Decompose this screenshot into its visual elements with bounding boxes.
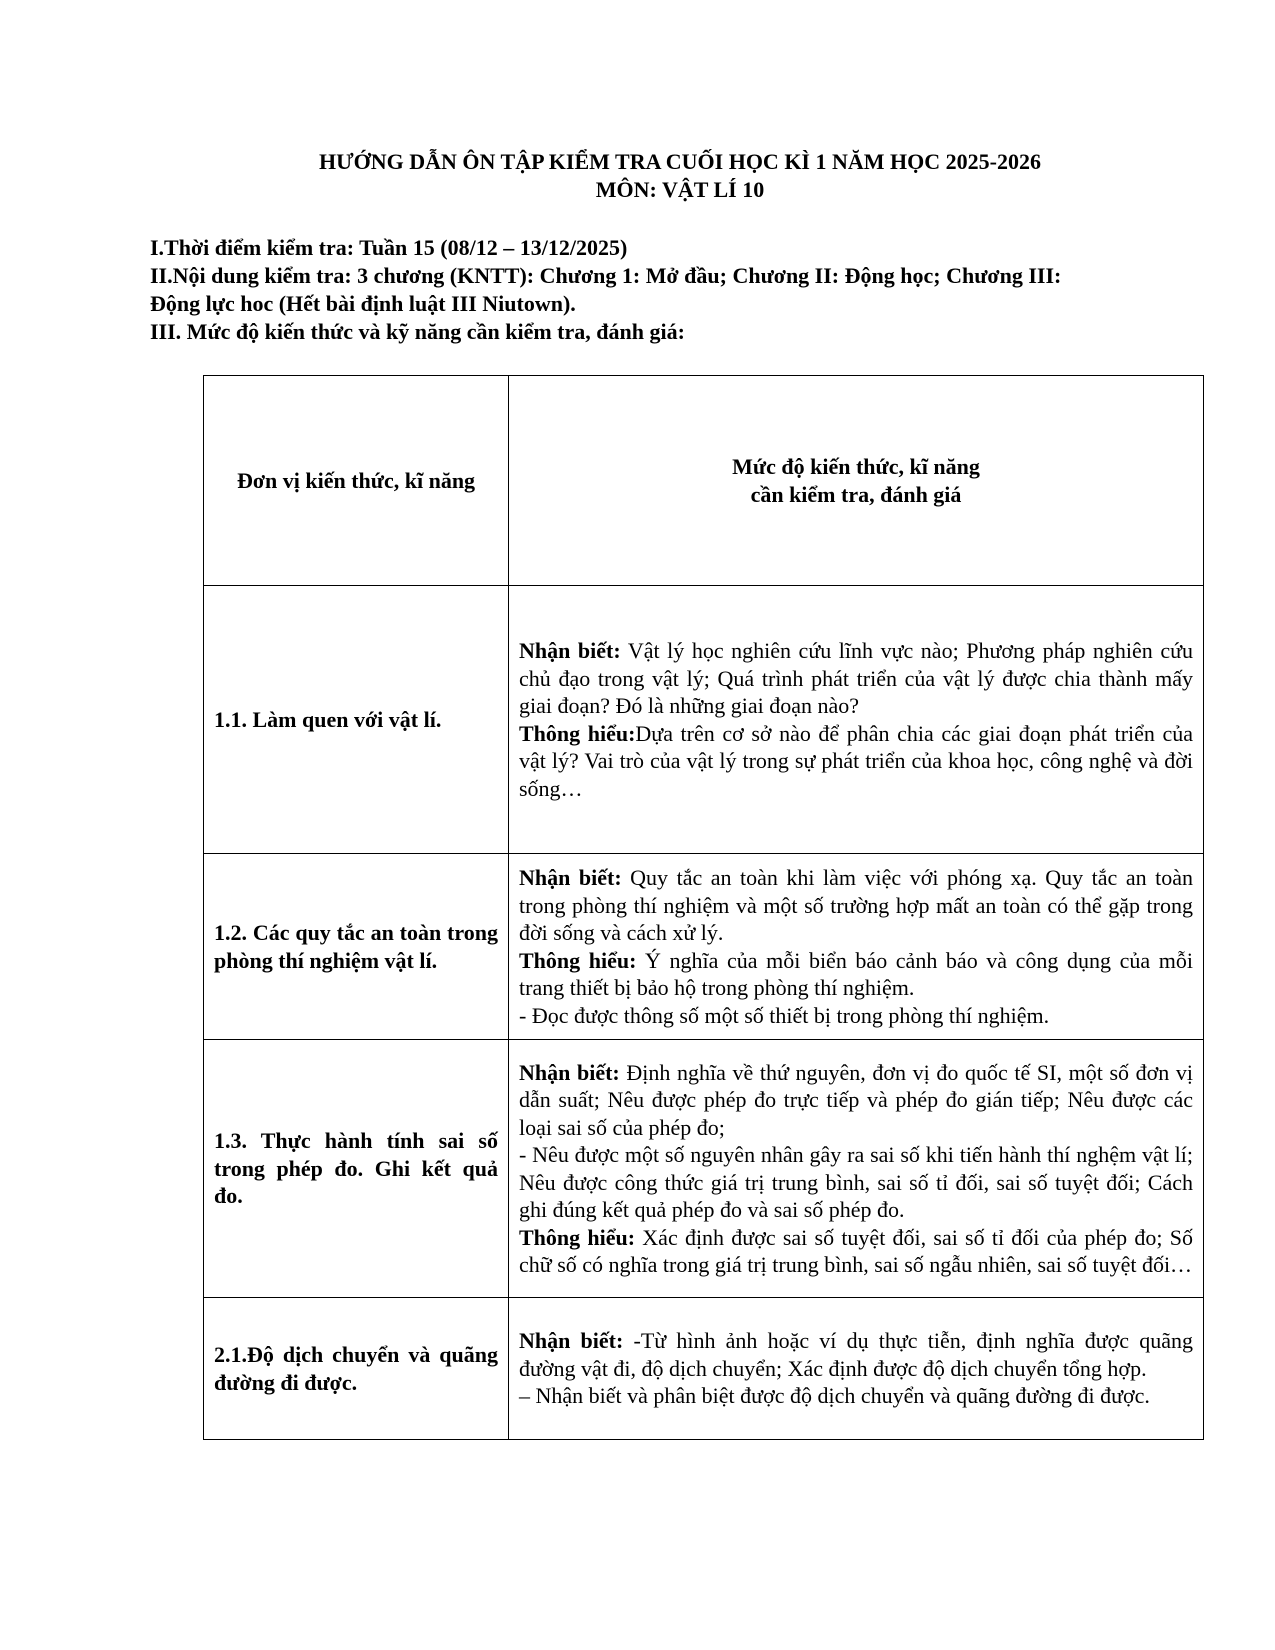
document-title: HƯỚNG DẪN ÔN TẬP KIỂM TRA CUỐI HỌC KÌ 1 NĂM HỌC 2025-2026	[319, 149, 1041, 174]
table-row	[204, 1298, 1204, 1440]
recognition-text: Vật lý học nghiên cứu lĩnh vực nào; Phương pháp nghiên cứu chủ đạo trong vật lý; Quá trình phát triển của vật lý được chia thành mấy giai đoạn? Đó là những giai đoạn nào?	[519, 638, 1194, 718]
header-knowledge-level-line2: cần kiểm tra, đánh giá	[750, 481, 962, 507]
table-header-row	[204, 376, 1204, 586]
comprehension-label: Thông hiểu:	[519, 1224, 636, 1250]
recognition-paragraph	[519, 864, 1193, 947]
recognition-label: Nhận biết:	[519, 865, 622, 890]
knowledge-table	[203, 375, 1204, 1440]
recognition-label: Nhận biết:	[519, 1328, 624, 1354]
recognition-label: Nhận biết:	[519, 638, 621, 663]
recognition-text: Quy tắc an toàn khi làm việc với phóng xạ. Quy tắc an toàn trong phòng thí nghiệm và một số trường hợp mất an toàn có thể gặp trong đời sống và cách xử lý.	[519, 865, 1193, 945]
extra-paragraph: - Nêu được một số nguyên nhân gây ra sai số khi tiến hành thí nghệm vật lí; Nêu được công thức giá trị trung bình, sai số tỉ đối, sai số tuyệt đối; Cách ghi đúng kết quả phép đo và sai số phép đo.	[519, 1142, 1193, 1222]
comprehension-text: Xác định được sai số tuyệt đối, sai số tỉ đối của phép đo; Số chữ số có nghĩa trong giá trị trung bình, sai số ngẫu nhiên, sai số tuyệt đối…	[519, 1224, 1193, 1277]
recognition-paragraph	[519, 1059, 1193, 1142]
comprehension-text: Ý nghĩa của mỗi biển báo cảnh báo và công dụng của mỗi trang thiết bị bảo hộ trong phòng thí nghiệm.	[519, 947, 1193, 1000]
extra-paragraph: – Nhận biết và phân biệt được độ dịch chuyển và quãng đường đi được.	[519, 1383, 1150, 1409]
section-exam-content	[150, 262, 1185, 318]
knowledge-description	[509, 1298, 1204, 1440]
knowledge-description	[509, 1040, 1204, 1298]
comprehension-label: Thông hiểu:	[519, 947, 637, 973]
header-knowledge-unit: Đơn vị kiến thức, kĩ năng	[204, 376, 509, 586]
knowledge-description	[509, 854, 1204, 1040]
table-row	[204, 854, 1204, 1040]
knowledge-description	[509, 586, 1204, 854]
table-row	[204, 1040, 1204, 1298]
comprehension-paragraph	[519, 720, 1193, 803]
header-knowledge-level-line1: Mức độ kiến thức, kĩ năng	[732, 454, 980, 479]
comprehension-paragraph	[519, 947, 1193, 1002]
recognition-label: Nhận biết:	[519, 1059, 620, 1085]
knowledge-unit: 1.2. Các quy tắc an toàn trong phòng thí nghiệm vật lí.	[204, 854, 509, 1040]
table-row	[204, 586, 1204, 854]
recognition-text: Định nghĩa về thứ nguyên, đơn vị đo quốc tế SI, một số đơn vị dẫn suất; Nêu được phép đo trực tiếp và phép đo gián tiếp; Nêu được các loại sai số của phép đo;	[519, 1059, 1193, 1140]
comprehension-text: Dựa trên cơ sở nào để phân chia các giai đoạn phát triển của vật lý? Vai trò của vật lý trong sự phát triển của khoa học, công nghệ và đời sống…	[519, 720, 1193, 801]
comprehension-label: Thông hiểu:	[519, 720, 636, 746]
recognition-paragraph	[519, 637, 1193, 720]
knowledge-unit: 2.1.Độ dịch chuyển và quãng đường đi được.	[204, 1298, 509, 1440]
comprehension-paragraph	[519, 1224, 1193, 1279]
section-exam-content-line1: II.Nội dung kiểm tra: 3 chương (KNTT): Chương 1: Mở đầu; Chương II: Động học; Chương III:	[150, 263, 1062, 288]
recognition-paragraph	[519, 1327, 1193, 1382]
document-subject: MÔN: VẬT LÍ 10	[595, 177, 765, 202]
section-exam-time: I.Thời điểm kiểm tra: Tuần 15 (08/12 – 13/12/2025)	[150, 235, 628, 260]
extra-paragraph: - Đọc được thông số một số thiết bị trong phòng thí nghiệm.	[519, 1002, 1050, 1028]
section-exam-content-line2: Động lực hoc (Hết bài định luật III Niutown).	[150, 291, 576, 316]
knowledge-unit: 1.3. Thực hành tính sai số trong phép đo. Ghi kết quả đo.	[204, 1040, 509, 1298]
knowledge-unit: 1.1. Làm quen với vật lí.	[204, 586, 509, 854]
recognition-text: -Từ hình ảnh hoặc ví dụ thực tiễn, định nghĩa được quãng đường vật đi, độ dịch chuyển; Xác định được độ dịch chuyển tổng hợp.	[519, 1328, 1194, 1381]
section-knowledge-levels: III. Mức độ kiến thức và kỹ năng cần kiểm tra, đánh giá:	[150, 319, 685, 344]
header-knowledge-level	[509, 376, 1204, 586]
